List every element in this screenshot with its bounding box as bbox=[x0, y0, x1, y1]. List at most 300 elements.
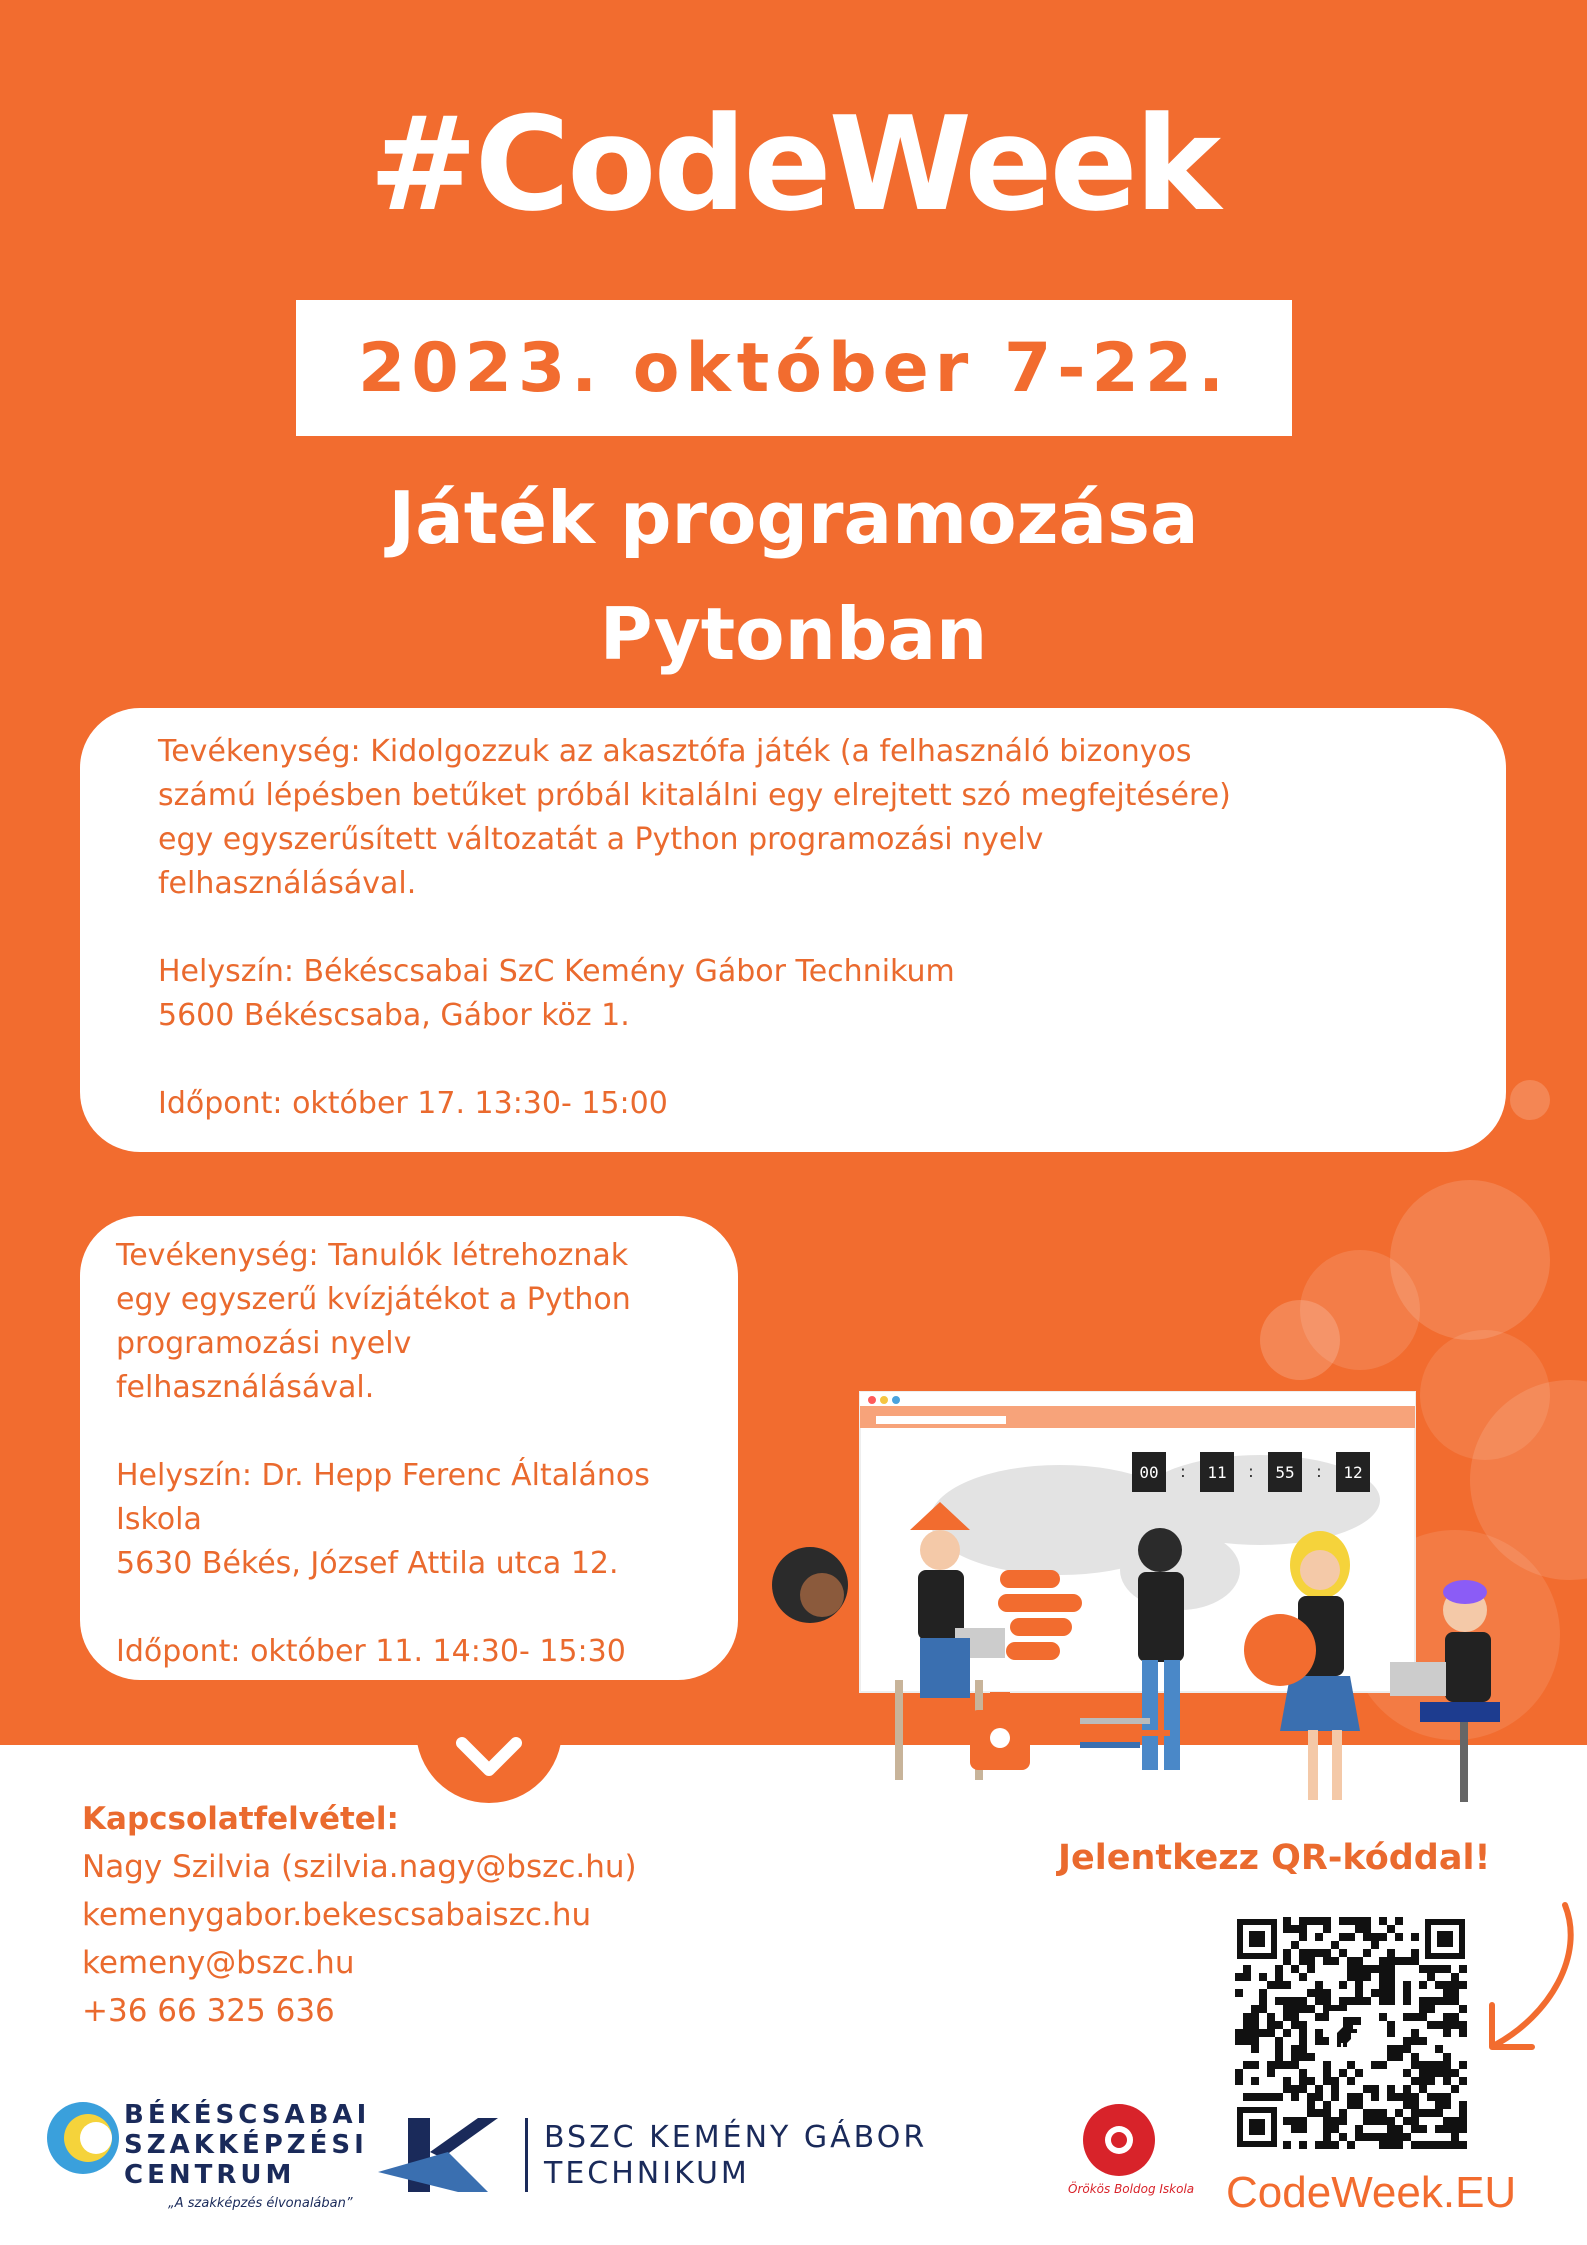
qr-module bbox=[1443, 1981, 1451, 1989]
qr-module bbox=[1443, 2093, 1451, 2101]
qr-module bbox=[1427, 2069, 1435, 2077]
qr-module bbox=[1371, 1941, 1379, 1949]
qr-module bbox=[1379, 1981, 1387, 1989]
qr-module bbox=[1443, 1989, 1451, 1997]
qr-module bbox=[1411, 2125, 1419, 2133]
qr-module bbox=[1451, 1981, 1459, 1989]
qr-module bbox=[1251, 2029, 1259, 2037]
qr-module bbox=[1371, 2109, 1379, 2117]
qr-module bbox=[1443, 2029, 1451, 2037]
qr-module bbox=[1435, 1997, 1443, 2005]
logo-divider bbox=[525, 2118, 528, 2192]
qr-module bbox=[1451, 2141, 1459, 2149]
qr-module bbox=[1291, 2093, 1299, 2101]
qr-module bbox=[1411, 2093, 1419, 2101]
qr-module bbox=[1307, 2077, 1315, 2085]
qr-module bbox=[1355, 2133, 1363, 2141]
qr-module bbox=[1403, 2069, 1411, 2077]
qr-module bbox=[1379, 1965, 1387, 1973]
qr-module bbox=[1315, 1989, 1323, 1997]
qr-module bbox=[1243, 1965, 1251, 1973]
qr-module bbox=[1395, 1957, 1403, 1965]
qr-module bbox=[1307, 2109, 1315, 2117]
qr-module bbox=[1387, 2085, 1395, 2093]
qr-module bbox=[1339, 2117, 1347, 2125]
qr-module bbox=[1315, 1933, 1323, 1941]
qr-module bbox=[1283, 1957, 1291, 1965]
qr-module bbox=[1395, 1917, 1403, 1925]
qr-module bbox=[1395, 2053, 1403, 2061]
qr-module bbox=[1395, 2093, 1403, 2101]
scroll-down-tab bbox=[416, 1715, 562, 1803]
timer-seconds: 55 bbox=[1275, 1463, 1295, 1482]
qr-module bbox=[1339, 2069, 1347, 2077]
qr-module bbox=[1435, 2141, 1443, 2149]
qr-module bbox=[1299, 2085, 1307, 2093]
qr-module bbox=[1315, 2093, 1323, 2101]
qr-module bbox=[1339, 1981, 1347, 1989]
qr-module bbox=[1363, 1997, 1371, 2005]
qr-module bbox=[1323, 1989, 1331, 1997]
qr-module bbox=[1283, 2029, 1291, 2037]
qr-module bbox=[1299, 1949, 1307, 1957]
codeweek-eu-logo: CodeWeek.EU bbox=[1226, 2168, 1517, 2217]
qr-module bbox=[1379, 2013, 1387, 2021]
decorative-bubble bbox=[1260, 1300, 1340, 1380]
qr-module bbox=[1387, 2045, 1395, 2053]
qr-module bbox=[1387, 2117, 1395, 2125]
qr-module bbox=[1323, 2069, 1331, 2077]
timer-minutes: 11 bbox=[1207, 1463, 1227, 1482]
qr-module bbox=[1299, 1925, 1307, 1933]
qr-module bbox=[1243, 2037, 1251, 2045]
qr-module bbox=[1299, 1973, 1307, 1981]
qr-module bbox=[1299, 2117, 1307, 2125]
qr-module bbox=[1291, 1965, 1299, 1973]
qr-module bbox=[1347, 1973, 1355, 1981]
qr-module bbox=[1235, 1989, 1243, 1997]
qr-module bbox=[1379, 1957, 1387, 1965]
qr-module bbox=[1363, 1949, 1371, 1957]
qr-module bbox=[1371, 2117, 1379, 2125]
qr-module bbox=[1451, 1973, 1459, 1981]
qr-module bbox=[1283, 2061, 1291, 2069]
registration-qr-code[interactable] bbox=[1233, 1915, 1469, 2151]
event1-location-line: 5600 Békéscsaba, Gábor köz 1. bbox=[158, 998, 630, 1033]
qr-module bbox=[1283, 1917, 1291, 1925]
qr-module bbox=[1379, 1973, 1387, 1981]
qr-module bbox=[1419, 2061, 1427, 2069]
qr-module bbox=[1299, 2045, 1307, 2053]
qr-module bbox=[1387, 1949, 1395, 1957]
qr-module bbox=[1307, 1949, 1315, 1957]
qr-module bbox=[1387, 2053, 1395, 2061]
qr-module bbox=[1275, 2061, 1283, 2069]
qr-module bbox=[1283, 1997, 1291, 2005]
qr-module bbox=[1291, 2061, 1299, 2069]
svg-text::: : bbox=[1248, 1462, 1254, 1481]
qr-module bbox=[1307, 1965, 1315, 1973]
qr-module bbox=[1411, 2061, 1419, 2069]
qr-module bbox=[1291, 2117, 1299, 2125]
qr-module bbox=[1339, 1949, 1347, 1957]
qr-module bbox=[1355, 1925, 1363, 1933]
qr-module bbox=[1363, 1965, 1371, 1973]
qr-module bbox=[1283, 1981, 1291, 1989]
qr-module bbox=[1355, 1957, 1363, 1965]
qr-module bbox=[1355, 2069, 1363, 2077]
qr-module bbox=[1451, 2117, 1459, 2125]
qr-module bbox=[1419, 2013, 1427, 2021]
qr-module bbox=[1411, 2141, 1419, 2149]
qr-module bbox=[1435, 2069, 1443, 2077]
qr-module bbox=[1443, 2013, 1451, 2021]
qr-module bbox=[1243, 2029, 1251, 2037]
qr-module bbox=[1459, 1965, 1467, 1973]
qr-module bbox=[1299, 1933, 1307, 1941]
qr-module bbox=[1459, 2109, 1467, 2117]
qr-module bbox=[1459, 2005, 1467, 2013]
qr-module bbox=[1435, 2045, 1443, 2053]
qr-module bbox=[1347, 2093, 1355, 2101]
bszc-logo-icon bbox=[38, 2098, 128, 2178]
qr-module bbox=[1283, 1925, 1291, 1933]
qr-module bbox=[1251, 2093, 1259, 2101]
qr-module bbox=[1259, 1989, 1267, 1997]
qr-module bbox=[1435, 1981, 1443, 1989]
qr-module bbox=[1443, 2061, 1451, 2069]
event2-location-line: 5630 Békés, József Attila utca 12. bbox=[116, 1546, 619, 1581]
qr-module bbox=[1451, 2133, 1459, 2141]
qr-module bbox=[1251, 2013, 1259, 2021]
qr-module bbox=[1443, 2053, 1451, 2061]
qr-module bbox=[1267, 2013, 1275, 2021]
qr-module bbox=[1267, 2093, 1275, 2101]
qr-module bbox=[1243, 2093, 1251, 2101]
qr-module bbox=[1395, 2109, 1403, 2117]
event1-time: Időpont: október 17. 13:30- 15:00 bbox=[158, 1086, 668, 1121]
qr-module bbox=[1379, 2117, 1387, 2125]
qr-module bbox=[1363, 2133, 1371, 2141]
qr-module bbox=[1235, 2069, 1243, 2077]
qr-module bbox=[1323, 2109, 1331, 2117]
qr-module bbox=[1331, 2117, 1339, 2125]
event2-activity-line: programozási nyelv bbox=[116, 1326, 412, 1361]
qr-module bbox=[1387, 1957, 1395, 1965]
qr-module bbox=[1275, 2093, 1283, 2101]
qr-module bbox=[1299, 2077, 1307, 2085]
qr-module bbox=[1339, 1917, 1347, 1925]
qr-module bbox=[1403, 1981, 1411, 1989]
qr-module bbox=[1379, 2133, 1387, 2141]
event2-activity-line: felhasználásával. bbox=[116, 1370, 375, 1405]
qr-module bbox=[1427, 2093, 1435, 2101]
qr-module bbox=[1379, 1933, 1387, 1941]
qr-module bbox=[1395, 2141, 1403, 2149]
qr-module bbox=[1291, 2021, 1299, 2029]
qr-module bbox=[1451, 2013, 1459, 2021]
qr-module bbox=[1427, 2077, 1435, 2085]
qr-module bbox=[1387, 1965, 1395, 1973]
qr-module bbox=[1387, 2125, 1395, 2133]
qr-module bbox=[1403, 2037, 1411, 2045]
qr-module bbox=[1403, 2085, 1411, 2093]
qr-module bbox=[1315, 1981, 1323, 1989]
svg-text::: : bbox=[1180, 1462, 1186, 1481]
kemeny-logo-icon bbox=[378, 2112, 498, 2198]
qr-module bbox=[1379, 2109, 1387, 2117]
qr-module bbox=[1275, 2037, 1283, 2045]
qr-module bbox=[1275, 1965, 1283, 1973]
qr-module bbox=[1451, 2021, 1459, 2029]
qr-module bbox=[1379, 1997, 1387, 2005]
qr-module bbox=[1259, 2093, 1267, 2101]
qr-module bbox=[1251, 2005, 1259, 2013]
event2-activity-line: egy egyszerű kvízjátékot a Python bbox=[116, 1282, 631, 1317]
bszc-tagline: „A szakképzés élvonalában” bbox=[168, 2196, 353, 2211]
qr-module bbox=[1435, 2061, 1443, 2069]
qr-module bbox=[1451, 2125, 1459, 2133]
qr-module bbox=[1443, 2077, 1451, 2085]
qr-module bbox=[1419, 2109, 1427, 2117]
arrow-down-icon bbox=[1470, 1895, 1580, 2065]
qr-module bbox=[1459, 2117, 1467, 2125]
qr-module bbox=[1411, 1957, 1419, 1965]
qr-module bbox=[1323, 2133, 1331, 2141]
qr-module bbox=[1291, 2085, 1299, 2093]
qr-module bbox=[1427, 2061, 1435, 2069]
qr-module bbox=[1291, 2045, 1299, 2053]
qr-module bbox=[1427, 2141, 1435, 2149]
event1-activity-line: Tevékenység: Kidolgozzuk az akasztófa játék (a felhasználó bizonyos bbox=[158, 734, 1192, 769]
qr-module bbox=[1435, 2093, 1443, 2101]
qr-module bbox=[1451, 2085, 1459, 2093]
qr-module bbox=[1347, 1997, 1355, 2005]
qr-module bbox=[1315, 2109, 1323, 2117]
qr-module bbox=[1307, 1917, 1315, 1925]
qr-module bbox=[1443, 1965, 1451, 1973]
qr-module bbox=[1459, 2101, 1467, 2109]
qr-module bbox=[1307, 1989, 1315, 1997]
event2-location-line: Iskola bbox=[116, 1502, 202, 1537]
qr-module bbox=[1315, 2037, 1323, 2045]
qr-module bbox=[1299, 2141, 1307, 2149]
qr-module bbox=[1267, 2021, 1275, 2029]
qr-module bbox=[1459, 2021, 1467, 2029]
qr-module bbox=[1315, 2029, 1323, 2037]
qr-module bbox=[1371, 2061, 1379, 2069]
qr-module bbox=[1443, 2021, 1451, 2029]
qr-module bbox=[1459, 2141, 1467, 2149]
qr-module bbox=[1347, 2141, 1355, 2149]
qr-module bbox=[1443, 1997, 1451, 2005]
qr-module bbox=[1411, 2037, 1419, 2045]
qr-module bbox=[1435, 2109, 1443, 2117]
qr-module bbox=[1251, 2045, 1259, 2053]
qr-module bbox=[1419, 2005, 1427, 2013]
qr-module bbox=[1427, 1973, 1435, 1981]
qr-module bbox=[1443, 2101, 1451, 2109]
event1-location-line: Helyszín: Békéscsabai SzC Kemény Gábor Technikum bbox=[158, 954, 955, 989]
qr-module bbox=[1427, 2109, 1435, 2117]
qr-module bbox=[1403, 1997, 1411, 2005]
qr-module bbox=[1331, 2093, 1339, 2101]
qr-module bbox=[1363, 1933, 1371, 1941]
qr-module bbox=[1323, 2141, 1331, 2149]
qr-module bbox=[1331, 1957, 1339, 1965]
qr-module bbox=[1259, 2029, 1267, 2037]
contact-line: Nagy Szilvia (szilvia.nagy@bszc.hu) bbox=[82, 1849, 637, 1885]
qr-module bbox=[1347, 1957, 1355, 1965]
kemeny-logo-text: BSZC KEMÉNY GÁBOR TECHNIKUM bbox=[544, 2120, 928, 2191]
subtitle-line-2: Pytonban bbox=[599, 592, 988, 676]
qr-module bbox=[1411, 2117, 1419, 2125]
qr-module bbox=[1243, 2013, 1251, 2021]
qr-module bbox=[1411, 2077, 1419, 2085]
qr-module bbox=[1419, 2037, 1427, 2045]
qr-module bbox=[1291, 2013, 1299, 2021]
qr-module bbox=[1251, 2061, 1259, 2069]
qr-module bbox=[1339, 2133, 1347, 2141]
qr-module bbox=[1403, 1957, 1411, 1965]
qr-module bbox=[1403, 2045, 1411, 2053]
qr-module bbox=[1419, 2069, 1427, 2077]
qr-module bbox=[1387, 2029, 1395, 2037]
qr-module bbox=[1323, 2117, 1331, 2125]
qr-module bbox=[1355, 1981, 1363, 1989]
qr-module bbox=[1323, 2125, 1331, 2133]
qr-module bbox=[1243, 2061, 1251, 2069]
qr-module bbox=[1363, 1917, 1371, 1925]
qr-module bbox=[1371, 2085, 1379, 2093]
chevron-down-icon bbox=[416, 1715, 562, 1803]
qr-module bbox=[1451, 2069, 1459, 2077]
qr-module bbox=[1243, 1973, 1251, 1981]
qr-module bbox=[1379, 2061, 1387, 2069]
event2-time: Időpont: október 11. 14:30- 15:30 bbox=[116, 1634, 626, 1669]
qr-module bbox=[1347, 1917, 1355, 1925]
qr-module bbox=[1459, 1981, 1467, 1989]
event-card-2 bbox=[80, 1216, 738, 1680]
qr-module bbox=[1459, 2061, 1467, 2069]
qr-module bbox=[1355, 1973, 1363, 1981]
qr-module bbox=[1419, 2077, 1427, 2085]
qr-module bbox=[1411, 2053, 1419, 2061]
qr-module bbox=[1451, 1989, 1459, 1997]
orokos-logo-text: Örökös Boldog Iskola bbox=[1068, 2182, 1195, 2196]
qr-module bbox=[1315, 2013, 1323, 2021]
event-card-1 bbox=[80, 708, 1506, 1152]
qr-module bbox=[1283, 2141, 1291, 2149]
qr-module bbox=[1403, 1989, 1411, 1997]
event1-activity-line: felhasználásával. bbox=[158, 866, 417, 901]
qr-module bbox=[1387, 2093, 1395, 2101]
qr-module bbox=[1323, 1925, 1331, 1933]
event2-activity-line: Tevékenység: Tanulók létrehoznak bbox=[116, 1238, 629, 1273]
qr-module bbox=[1339, 1933, 1347, 1941]
qr-module bbox=[1315, 1997, 1323, 2005]
qr-module bbox=[1387, 1981, 1395, 1989]
qr-module bbox=[1299, 2053, 1307, 2061]
bszc-logo-text: BÉKÉSCSABAI SZAKKÉPZÉSI CENTRUM bbox=[124, 2100, 371, 2190]
qr-module bbox=[1403, 2013, 1411, 2021]
qr-module bbox=[1363, 2117, 1371, 2125]
qr-module bbox=[1339, 2109, 1347, 2117]
qr-module bbox=[1259, 1973, 1267, 1981]
qr-module bbox=[1387, 2021, 1395, 2029]
qr-module bbox=[1291, 1925, 1299, 1933]
qr-module bbox=[1339, 1997, 1347, 2005]
qr-module bbox=[1275, 2021, 1283, 2029]
qr-module bbox=[1363, 1973, 1371, 1981]
contact-line: kemenygabor.bekescsabaiszc.hu bbox=[82, 1897, 592, 1933]
qr-module bbox=[1411, 2109, 1419, 2117]
contact-line: +36 66 325 636 bbox=[82, 1993, 335, 2029]
qr-module bbox=[1251, 2021, 1259, 2029]
qr-module bbox=[1395, 2125, 1403, 2133]
qr-module bbox=[1347, 1933, 1355, 1941]
qr-module bbox=[1379, 1917, 1387, 1925]
qr-module bbox=[1459, 2125, 1467, 2133]
qr-module bbox=[1299, 2037, 1307, 2045]
qr-module bbox=[1379, 2141, 1387, 2149]
timer-frames: 12 bbox=[1343, 1463, 1363, 1482]
qr-module bbox=[1387, 1989, 1395, 1997]
qr-module bbox=[1411, 1949, 1419, 1957]
date-banner bbox=[296, 300, 1292, 436]
qr-module bbox=[1443, 2117, 1451, 2125]
qr-module bbox=[1251, 2077, 1259, 2085]
qr-module bbox=[1355, 1989, 1363, 1997]
qr-module bbox=[1323, 2061, 1331, 2069]
qr-module bbox=[1235, 2029, 1243, 2037]
qr-module bbox=[1411, 2013, 1419, 2021]
qr-module bbox=[1323, 1997, 1331, 2005]
qr-module bbox=[1299, 2125, 1307, 2133]
qr-module bbox=[1411, 2029, 1419, 2037]
event1-activity-line: egy egyszerűsített változatát a Python programozási nyelv bbox=[158, 822, 1044, 857]
qr-module bbox=[1347, 2077, 1355, 2085]
qr-module bbox=[1443, 2125, 1451, 2133]
qr-module bbox=[1363, 1925, 1371, 1933]
qr-module bbox=[1395, 2133, 1403, 2141]
qr-module bbox=[1299, 2021, 1307, 2029]
qr-module bbox=[1403, 2117, 1411, 2125]
qr-module bbox=[1235, 2077, 1243, 2085]
qr-module bbox=[1307, 2005, 1315, 2013]
event-date: 2023. október 7-22. bbox=[358, 328, 1230, 408]
qr-module bbox=[1435, 2101, 1443, 2109]
qr-module bbox=[1323, 1957, 1331, 1965]
qr-module bbox=[1267, 2069, 1275, 2077]
qr-module bbox=[1267, 2061, 1275, 2069]
contact-heading: Kapcsolatfelvétel: bbox=[82, 1801, 399, 1837]
qr-module bbox=[1355, 1917, 1363, 1925]
qr-module bbox=[1371, 1933, 1379, 1941]
qr-module bbox=[1347, 1965, 1355, 1973]
qr-module bbox=[1427, 1965, 1435, 1973]
qr-module bbox=[1347, 2101, 1355, 2109]
contact-block bbox=[82, 1795, 637, 2035]
qr-module bbox=[1307, 2101, 1315, 2109]
qr-module bbox=[1315, 1917, 1323, 1925]
qr-module bbox=[1363, 2085, 1371, 2093]
qr-module bbox=[1243, 2021, 1251, 2029]
qr-module bbox=[1355, 2093, 1363, 2101]
decorative-bubble bbox=[1510, 1080, 1550, 1120]
qr-module bbox=[1395, 1933, 1403, 1941]
qr-module bbox=[1275, 1973, 1283, 1981]
